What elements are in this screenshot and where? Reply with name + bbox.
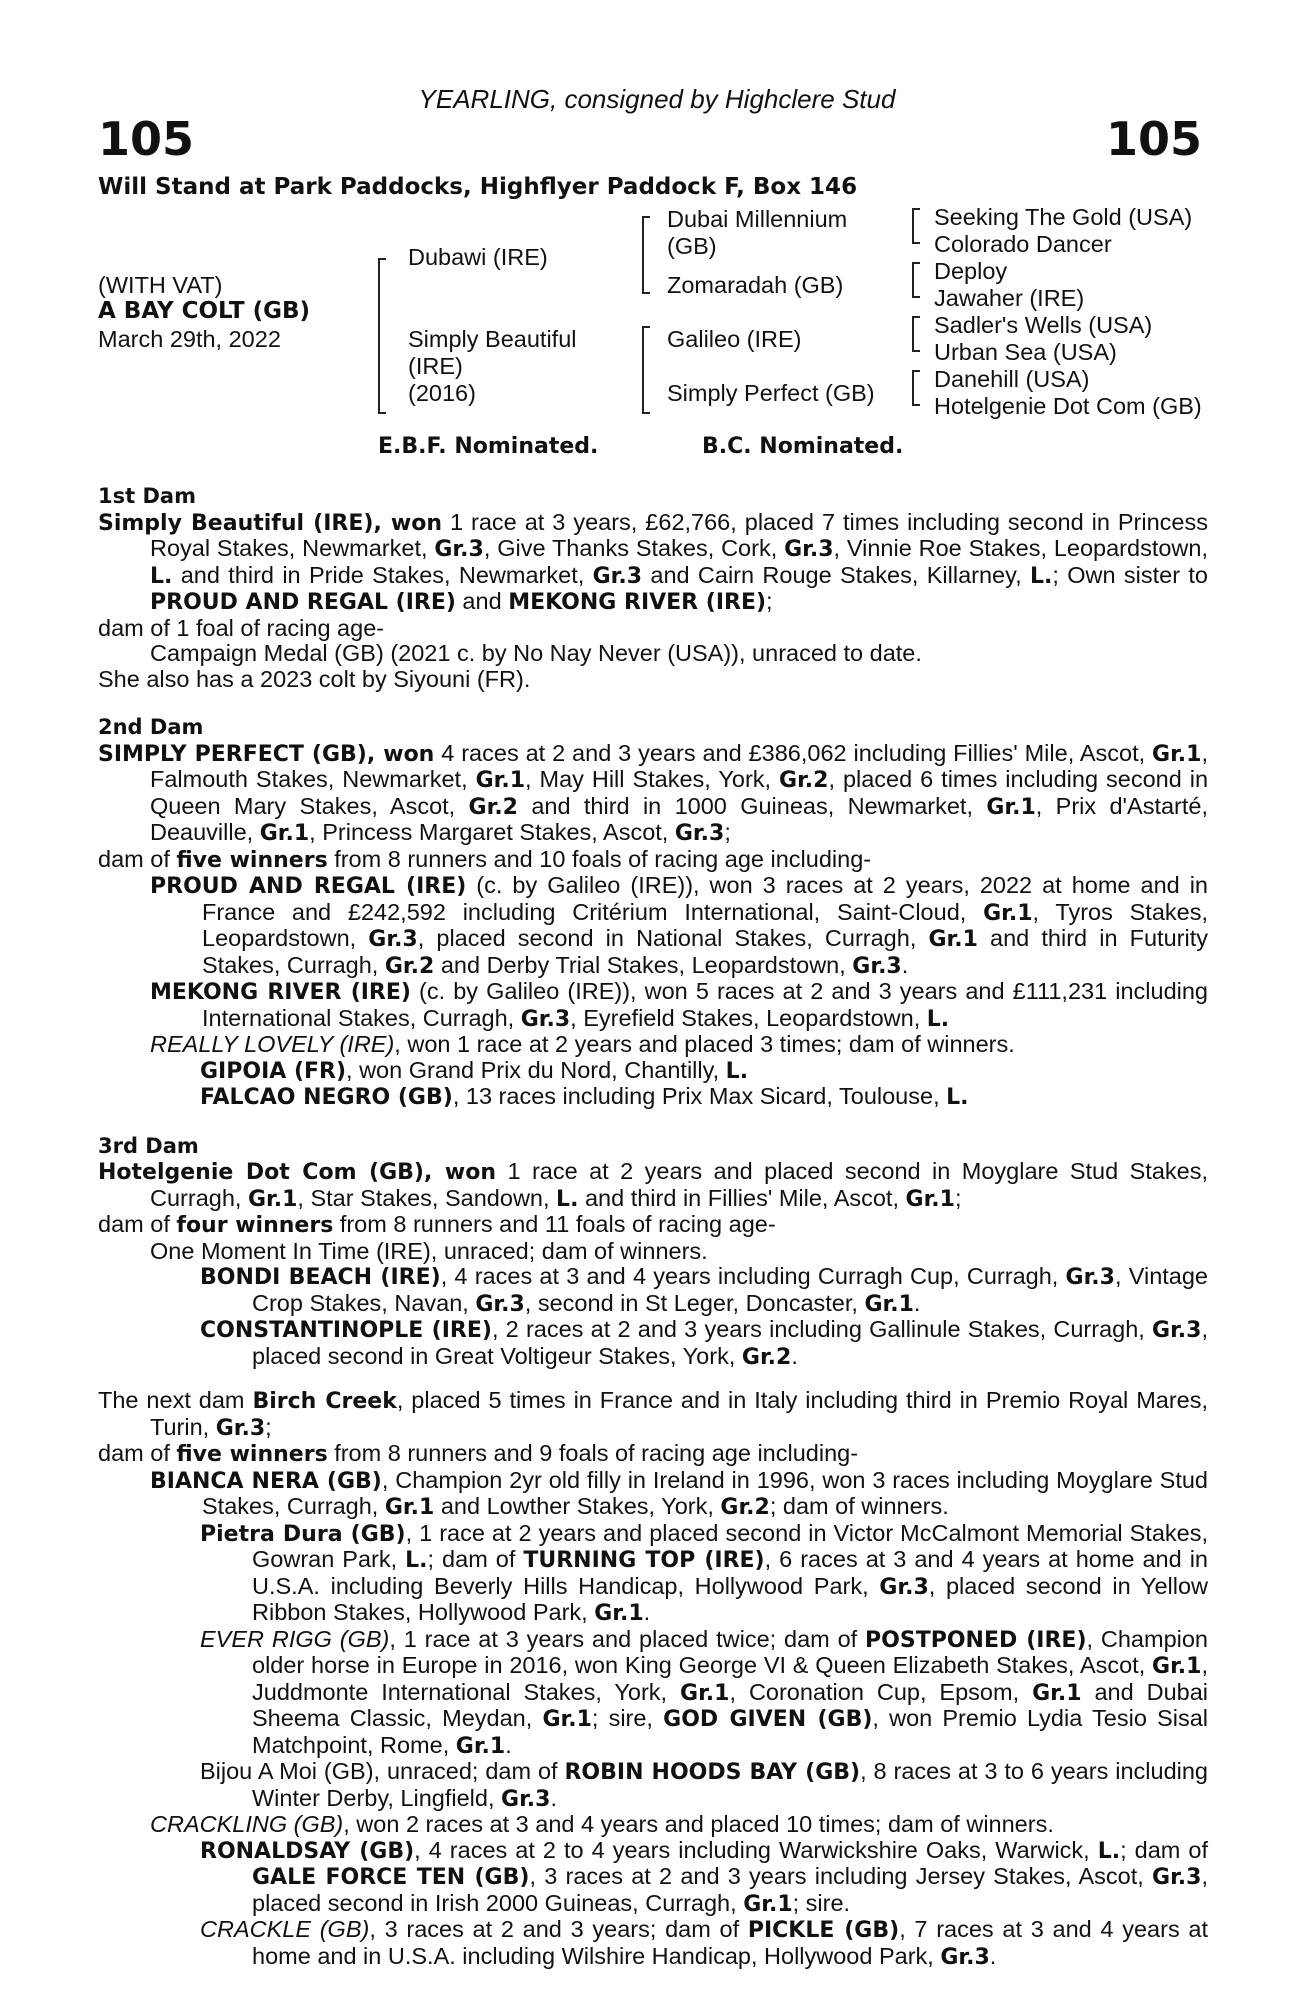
- produce-really-lovely: REALLY LOVELY (IRE), won 1 race at 2 years and placed 3 times; dam of winners.: [150, 1031, 1015, 1057]
- sire-dam: Zomaradah (GB): [667, 272, 844, 298]
- consignor-subtitle: YEARLING, consigned by Highclere Stud: [418, 84, 896, 114]
- g3-ancestor-4: Jawaher (IRE): [934, 285, 1085, 311]
- produce-ronaldsay: RONALDSAY (GB), 4 races at 2 to 4 years including Warwickshire Oaks, Warwick, L.; dam of GALE FORCE TEN (GB), 3 races at 2 and 3 years including Jersey Stakes, Ascot, Gr.3, placed second in Irish 2000 Guineas, Curragh, Gr.1; sire.: [200, 1836, 1209, 1917]
- sire-sire-line-2: (GB): [667, 233, 717, 259]
- third-dam-entry: Hotelgenie Dot Com (GB), won 1 race at 2 years and placed second in Moyglare Stud Stakes, Curragh, Gr.1, Star Stakes, Sandown, L. and third in Fillies' Mile, Ascot, Gr.1;: [98, 1158, 1208, 1212]
- lot-description: A BAY COLT (GB): [98, 298, 311, 324]
- dam-line-2: (IRE): [408, 353, 463, 379]
- sire-sire-line-1: Dubai Millennium: [667, 206, 848, 232]
- pedigree-brace-g3-4: [912, 370, 920, 406]
- dam-sire: Galileo (IRE): [667, 326, 802, 352]
- produce-bijou-a-moi: Bijou A Moi (GB), unraced; dam of ROBIN HOODS BAY (GB), 8 races at 3 to 6 years including Winter Derby, Lingfield, Gr.3.: [200, 1758, 1209, 1812]
- produce-bondi-beach: BONDI BEACH (IRE), 4 races at 3 and 4 years including Curragh Cup, Curragh, Gr.3, Vintage Crop Stakes, Navan, Gr.3, second in St Leger, Doncaster, Gr.1.: [200, 1263, 1208, 1317]
- dam-dam: Simply Perfect (GB): [667, 380, 875, 406]
- dam-line-3: (2016): [408, 380, 476, 406]
- produce-campaign-medal: Campaign Medal (GB) (2021 c. by No Nay Never (USA)), unraced to date.: [150, 640, 922, 666]
- first-dam-entry: Simply Beautiful (IRE), won 1 race at 3 years, £62,766, placed 7 times including second in Princess Royal Stakes, Newmarket, Gr.3, Give Thanks Stakes, Cork, Gr.3, Vinnie Roe Stakes, Leopardstown, L. and third in Pride Stakes, Newmarket, Gr.3 and Cairn Rouge Stakes, Killarney, L.; Own sister to PROUD AND REGAL (IRE) and MEKONG RIVER (IRE);: [98, 508, 1208, 615]
- second-dam-produce-summary: dam of five winners from 8 runners and 10 foals of racing age including-: [98, 845, 872, 873]
- third-dam-heading: 3rd Dam: [98, 1133, 199, 1158]
- g3-ancestor-7: Danehill (USA): [934, 366, 1090, 392]
- produce-crackle: CRACKLE (GB), 3 races at 2 and 3 years; dam of PICKLE (GB), 7 races at 3 and 4 years at home and in U.S.A. including Wilshire Handicap, Hollywood Park, Gr.3.: [200, 1916, 1209, 1970]
- third-dam-produce-summary: dam of four winners from 8 runners and 11 foals of racing age-: [98, 1211, 776, 1238]
- vat-note: (WITH VAT): [98, 272, 223, 298]
- catalogue-body: [98, 484, 1208, 1970]
- foaling-date: March 29th, 2022: [98, 326, 281, 352]
- ebf-nomination: E.B.F. Nominated.: [378, 434, 599, 459]
- pedigree-brace-sire: [642, 216, 650, 294]
- g3-ancestor-5: Sadler's Wells (USA): [934, 312, 1153, 338]
- first-dam-foals: dam of 1 foal of racing age-: [98, 614, 385, 641]
- second-dam-heading: 2nd Dam: [98, 715, 204, 739]
- produce-bianca-nera: BIANCA NERA (GB), Champion 2yr old filly in Ireland in 1996, won 3 races including Moyglare Stud Stakes, Curragh, Gr.1 and Lowther Stakes, York, Gr.2; dam of winners.: [150, 1466, 1208, 1520]
- next-dam-produce-summary: dam of five winners from 8 runners and 9 foals of racing age including-: [98, 1440, 859, 1467]
- g3-ancestor-1: Seeking The Gold (USA): [934, 204, 1193, 230]
- g3-ancestor-2: Colorado Dancer: [934, 231, 1112, 257]
- stand-location: Will Stand at Park Paddocks, Highflyer Paddock F, Box 146: [98, 174, 858, 200]
- first-dam-heading: 1st Dam: [98, 484, 196, 508]
- produce-one-moment-in-time: One Moment In Time (IRE), unraced; dam of winners.: [150, 1237, 708, 1264]
- produce-mekong-river: MEKONG RIVER (IRE) (c. by Galileo (IRE)), won 5 races at 2 and 3 years and £111,231 including International Stakes, Curragh, Gr.3, Eyrefield Stakes, Leopardstown, L.: [150, 978, 1208, 1032]
- pedigree-brace-main: [378, 258, 386, 414]
- pedigree-brace-g3-2: [912, 262, 920, 298]
- sire: Dubawi (IRE): [408, 244, 548, 270]
- produce-falcao-negro: FALCAO NEGRO (GB), 13 races including Prix Max Sicard, Toulouse, L.: [200, 1083, 969, 1110]
- produce-proud-and-regal: PROUD AND REGAL (IRE) (c. by Galileo (IRE)), won 3 races at 2 years, 2022 at home and in France and £242,592 including Critérium International, Saint-Cloud, Gr.1, Tyros Stakes, Leopardstown, Gr.3, placed second in National Stakes, Curragh, Gr.1 and third in Futurity Stakes, Curragh, Gr.2 and Derby Trial Stakes, Leopardstown, Gr.3.: [150, 872, 1208, 979]
- produce-ever-rigg: EVER RIGG (GB), 1 race at 3 years and placed twice; dam of POSTPONED (IRE), Champion older horse in Europe in 2016, won King George VI & Queen Elizabeth Stakes, Ascot, Gr.1, Juddmonte International Stakes, York, Gr.1, Coronation Cup, Epsom, Gr.1 and Dubai Sheema Classic, Meydan, Gr.1; sire, GOD GIVEN (GB), won Premio Lydia Tesio Sisal Matchpoint, Rome, Gr.1.: [200, 1625, 1208, 1759]
- pedigree-brace-dam: [642, 326, 650, 414]
- pedigree-brace-g3-1: [912, 208, 920, 244]
- bc-nomination: B.C. Nominated.: [702, 434, 904, 459]
- lot-number-left: 105: [98, 112, 195, 166]
- produce-constantinople: CONSTANTINOPLE (IRE), 2 races at 2 and 3 years including Gallinule Stakes, Curragh, Gr.3, placed second in Great Voltigeur Stakes, York, Gr.2.: [200, 1316, 1208, 1370]
- produce-gipoia: GIPOIA (FR), won Grand Prix du Nord, Chantilly, L.: [200, 1056, 749, 1084]
- produce-pietra-dura: Pietra Dura (GB), 1 race at 2 years and placed second in Victor McCalmont Memorial Stakes, Gowran Park, L.; dam of TURNING TOP (IRE), 6 races at 3 and 4 years at home and in U.S.A. including Beverly Hills Handicap, Hollywood Park, Gr.3, placed second in Yellow Ribbon Stakes, Hollywood Park, Gr.1.: [200, 1519, 1209, 1626]
- next-dam-entry: The next dam Birch Creek, placed 5 times in France and in Italy including third in Premio Royal Mares, Turin, Gr.3;: [98, 1387, 1209, 1441]
- g3-ancestor-6: Urban Sea (USA): [934, 339, 1117, 365]
- lot-number-right: 105: [1105, 112, 1202, 166]
- produce-2023-colt: She also has a 2023 colt by Siyouni (FR).: [98, 665, 531, 692]
- g3-ancestor-3: Deploy: [934, 258, 1008, 284]
- pedigree-brace-g3-3: [912, 316, 920, 352]
- dam-line-1: Simply Beautiful: [408, 326, 577, 352]
- second-dam-entry: SIMPLY PERFECT (GB), won 4 races at 2 and 3 years and £386,062 including Fillies' Mile, Ascot, Gr.1, Falmouth Stakes, Newmarket, Gr.1, May Hill Stakes, York, Gr.2, placed 6 times including second in Queen Mary Stakes, Ascot, Gr.2 and third in 1000 Guineas, Newmarket, Gr.1, Prix d'Astarté, Deauville, Gr.1, Princess Margaret Stakes, Ascot, Gr.3;: [98, 739, 1209, 846]
- produce-crackling: CRACKLING (GB), won 2 races at 3 and 4 years and placed 10 times; dam of winners.: [150, 1811, 1054, 1837]
- g3-ancestor-8: Hotelgenie Dot Com (GB): [934, 393, 1202, 419]
